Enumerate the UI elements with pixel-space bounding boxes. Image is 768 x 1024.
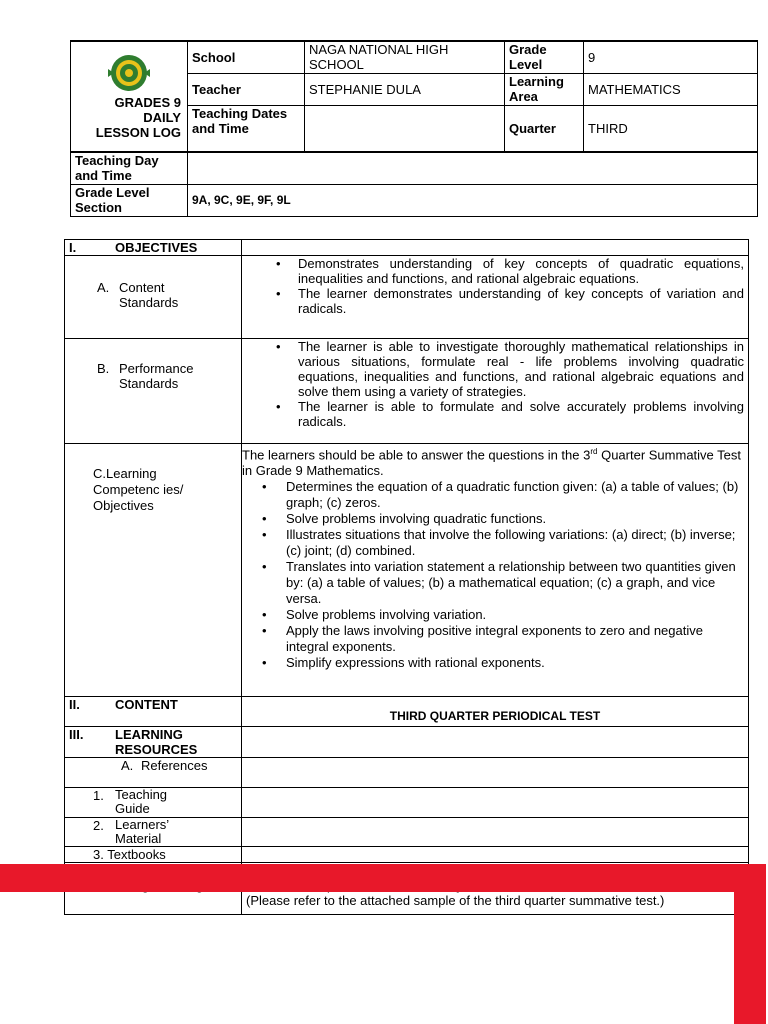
grade-section-value: 9A, 9C, 9E, 9F, 9L [188,185,758,217]
competency-item: • Solve problems involving variation. [242,607,744,623]
resources-num: III. [69,727,84,742]
references-letter: A. [121,758,134,773]
objectives-num: I. [69,240,77,255]
red-overlay-band [0,864,766,892]
competencies-cell [242,444,749,697]
content-standard-item: • The learner demonstrates understanding of key concepts of variation and radicals. [246,286,744,316]
competencies-label: C.Learning Competenc ies/ Objectives [93,466,184,513]
quarter-label: Quarter [505,106,584,153]
references-label: References [141,758,208,773]
resources-label-cell [65,727,242,758]
school-value: NAGA NATIONAL HIGH SCHOOL [305,41,505,74]
performance-standards-letter: B. [97,361,110,376]
learners-material-label-cell [65,818,242,847]
evaluating-line-2: (Please refer to the attached sample of the third quarter summative test.) [246,893,665,908]
content-standards-letter: A. [97,280,110,295]
learners-material-value [242,818,749,847]
school-label: School [188,41,305,74]
teacher-label: Teacher [188,74,305,106]
references-label-cell [65,758,242,788]
competency-item: • Determines the equation of a quadratic function given: (a) a table of values; (b) graph; (c) zeros. [242,479,744,511]
header-logo-cell [71,41,188,152]
learners-material-num: 2. [93,818,104,833]
grade-level-label: Grade Level [505,41,584,74]
resources-label: LEARNING RESOURCES [115,727,198,757]
performance-standard-item: • The learner is able to formulate and solve accurately problems involving radicals. [246,399,744,429]
school-seal-icon [104,53,154,93]
content-standards-cell [242,256,749,339]
content-num: II. [69,697,80,712]
teaching-dates-label: Teaching Dates and Time [188,106,305,153]
performance-standards-label: Performance Standards [119,361,194,391]
competency-item: • Solve problems involving quadratic functions. [242,511,744,527]
content-standards-label: Content Standards [119,280,179,310]
teaching-guide-label: Teaching Guide [115,787,168,816]
competency-item: • Translates into variation statement a relationship between two quantities given by: (a) a table of values; (b) a mathematical equation; (c) a graph, and vice versa. [242,559,744,607]
lesson-log-main-table [64,239,749,915]
resources-value [242,727,749,758]
quarter-value: THIRD [584,106,758,153]
grade-section-label: Grade Level Section [71,185,188,217]
learning-area-value: MATHEMATICS [584,74,758,106]
competencies-intro: The learners should be able to answer the questions in the 3rd Quarter Summative Test in Grade 9 Mathematics. [242,447,742,479]
teaching-dates-value [305,106,505,153]
lesson-log-header-table [70,40,758,217]
competency-item: • Simplify expressions with rational exponents. [242,655,744,671]
title-line-1: GRADES 9 [114,95,181,110]
performance-standards-cell [242,339,749,444]
competency-item: • Illustrates situations that involve the following variations: (a) direct; (b) inverse; (c) joint; (d) combined. [242,527,744,559]
title-line-2: DAILY [143,110,181,125]
grade-level-value: 9 [584,41,758,74]
teaching-day-label: Teaching Day and Time [71,152,188,185]
textbooks-value [242,847,749,863]
teacher-value: STEPHANIE DULA [305,74,505,106]
learning-area-label: Learning Area [505,74,584,106]
title-line-3: LESSON LOG [95,125,181,140]
competency-item: • Apply the laws involving positive integral exponents to zero and negative integral exponents. [242,623,744,655]
teaching-guide-value [242,788,749,818]
content-label-cell [65,697,242,727]
performance-standard-item: • The learner is able to investigate thoroughly mathematical relationships in various situations, formulate real - life problems involving quadratic equations, inequalities and functions, and rational algebraic equations and solve them using a variety of strategies. [246,339,744,399]
lesson-log-title [71,95,187,140]
objectives-header-cell [65,240,242,256]
references-value [242,758,749,788]
learners-material-label: Learners’ Material [115,817,169,846]
red-overlay-side [734,864,766,1024]
content-standards-label-cell [65,256,242,339]
content-standard-item: • Demonstrates understanding of key concepts of quadratic equations, inequalities and functions, and rational algebraic equations. [246,256,744,286]
content-label: CONTENT [115,697,178,712]
textbooks-label-cell [65,847,242,863]
performance-standards-label-cell [65,339,242,444]
objectives-header-empty [242,240,749,256]
teaching-guide-label-cell [65,788,242,818]
teaching-guide-num: 1. [93,788,104,803]
textbooks-label: 3. Textbooks [93,847,166,862]
teaching-day-value [188,152,758,185]
competencies-label-cell [65,444,242,697]
content-value: THIRD QUARTER PERIODICAL TEST [242,697,749,727]
objectives-label: OBJECTIVES [115,240,198,255]
